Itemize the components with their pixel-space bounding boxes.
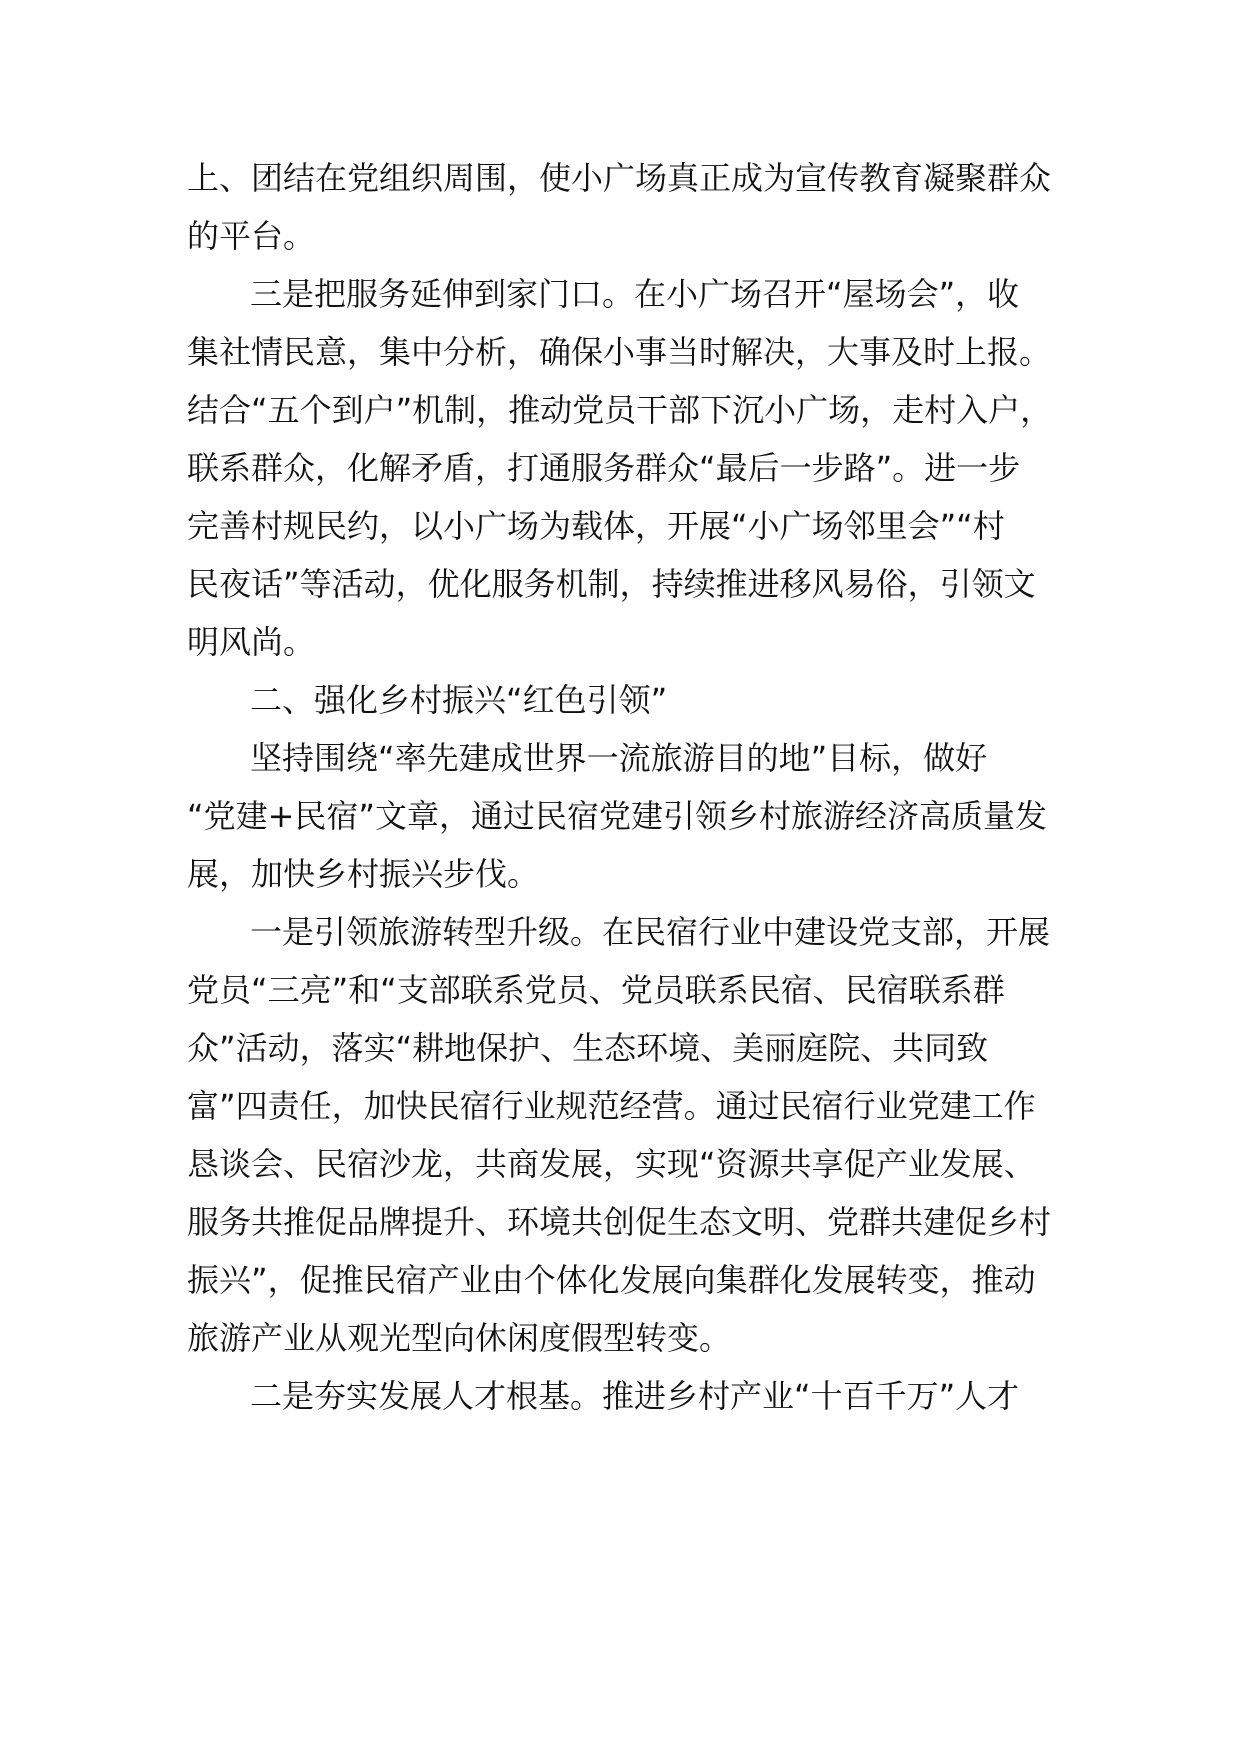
paragraph-start-line: 一是引领旅游转型升级。在民宿行业中建设党支部，开展 <box>250 913 1051 951</box>
paragraph-start-line: 三是把服务延伸到家门口。在小广场召开“屋场会”，收 <box>250 275 1020 313</box>
text-line: 民夜话”等活动，优化服务机制，持续推进移风易俗，引领文 <box>187 565 1036 603</box>
text-line: 完善村规民约，以小广场为载体，开展“小广场邻里会”“村 <box>187 507 1005 545</box>
text-line: 联系群众，化解矛盾，打通服务群众“最后一步路”。进一步 <box>187 449 1021 487</box>
text-line: “党建+民宿”文章，通过民宿党建引领乡村旅游经济高质量发 <box>187 797 1047 835</box>
text-line: 的平台。 <box>187 217 316 255</box>
paragraph-start-line: 坚持围绕“率先建成世界一流旅游目的地”目标，做好 <box>250 739 988 777</box>
text-line: 展，加快乡村振兴步伐。 <box>187 855 540 893</box>
text-line: 振兴”，促推民宿产业由个体化发展向集群化发展转变，推动 <box>187 1261 1036 1299</box>
section-heading: 二、强化乡村振兴“红色引领” <box>250 681 668 719</box>
text-line: 服务共推促品牌提升、环境共创促生态文明、党群共建促乡村 <box>187 1203 1052 1241</box>
text-line: 党员“三亮”和“支部联系党员、党员联系民宿、民宿联系群 <box>187 971 1005 1009</box>
text-line: 结合“五个到户”机制，推动党员干部下沉小广场，走村入户， <box>187 391 1053 429</box>
text-line: 富”四责任，加快民宿行业规范经营。通过民宿行业党建工作 <box>187 1087 1036 1125</box>
paragraph-start-line: 二是夯实发展人才根基。推进乡村产业“十百千万”人才 <box>250 1377 1020 1415</box>
text-line: 明风尚。 <box>187 623 316 661</box>
text-line: 旅游产业从观光型向休闲度假型转变。 <box>187 1319 732 1357</box>
text-line: 上、团结在党组织周围，使小广场真正成为宣传教育凝聚群众 <box>187 159 1052 197</box>
text-line: 恳谈会、民宿沙龙，共商发展，实现“资源共享促产业发展、 <box>187 1145 1036 1183</box>
text-line: 众”活动，落实“耕地保护、生态环境、美丽庭院、共同致 <box>187 1029 989 1067</box>
text-line: 集社情民意，集中分析，确保小事当时解决，大事及时上报。 <box>187 333 1052 371</box>
